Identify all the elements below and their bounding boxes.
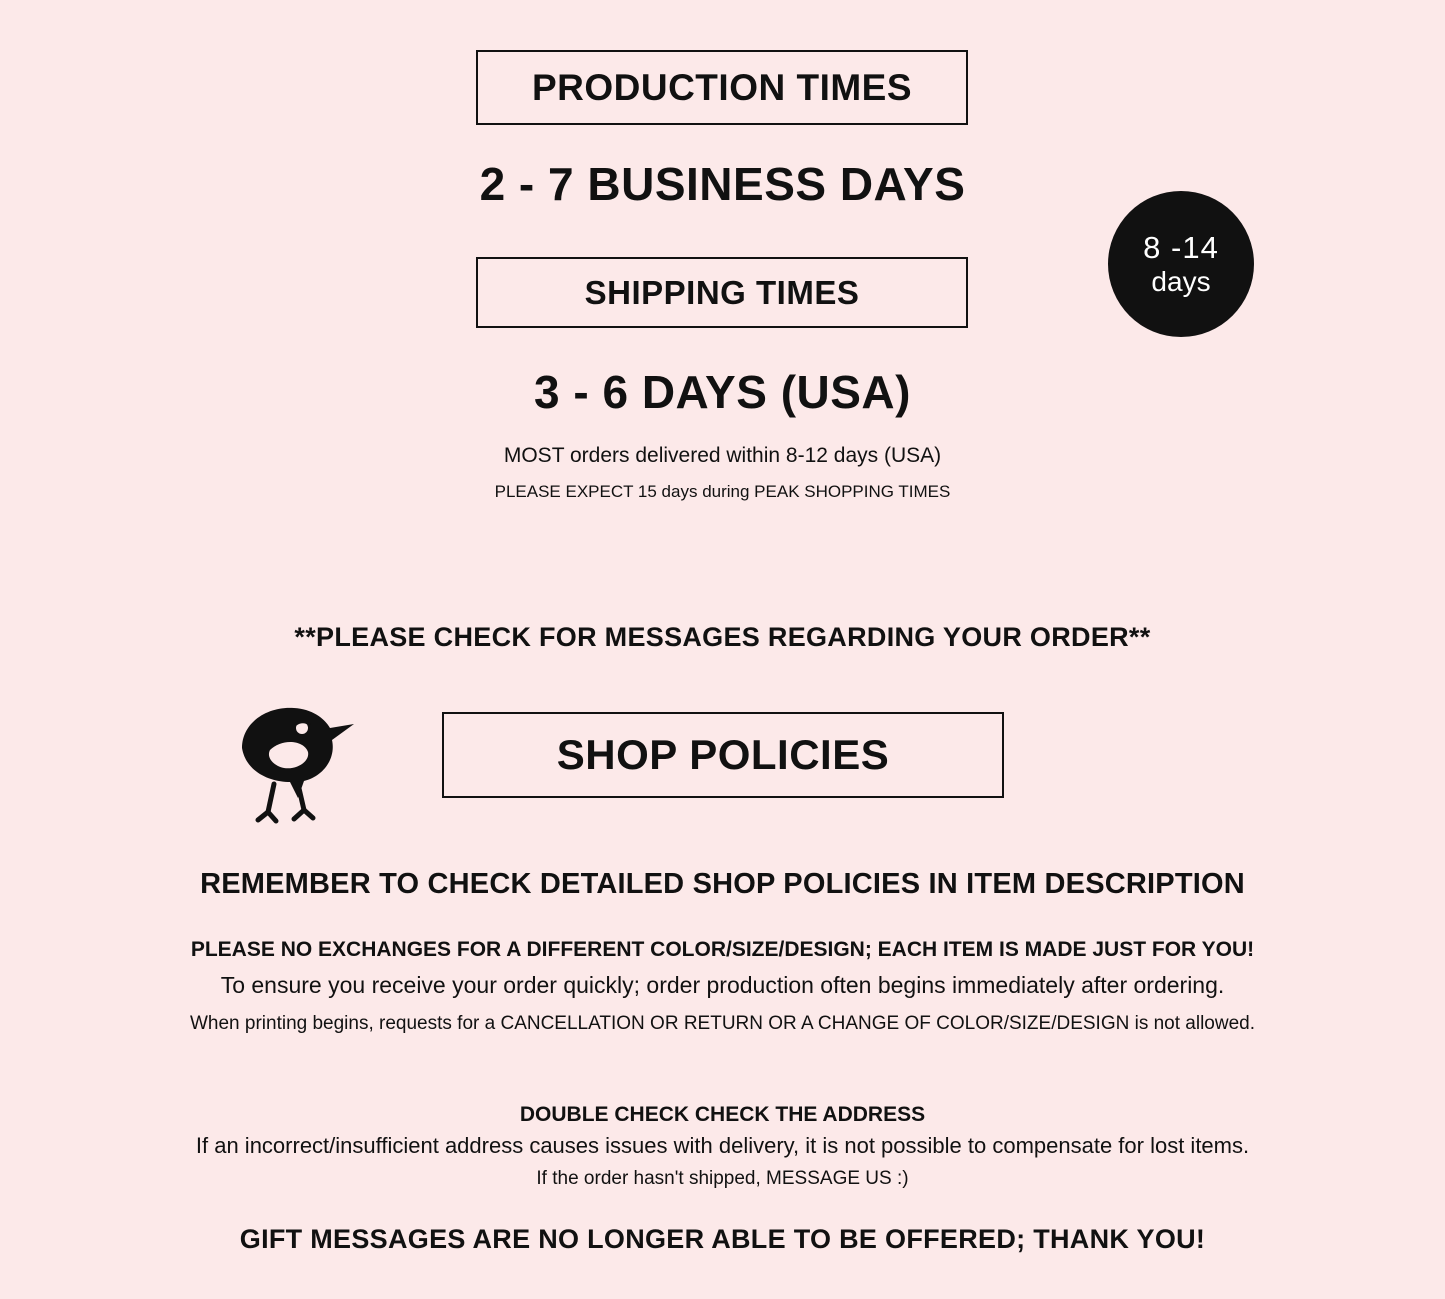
badge-unit: days: [1151, 265, 1211, 297]
delivery-estimate-badge: [1108, 191, 1254, 337]
bird-icon: [212, 680, 362, 830]
double-check-address-heading: DOUBLE CHECK CHECK THE ADDRESS: [519, 1103, 926, 1126]
production-duration-text: 2 - 7 BUSINESS DAYS: [479, 158, 966, 210]
shop-policies-heading: SHOP POLICIES: [442, 712, 1004, 798]
gift-messages-notice: GIFT MESSAGES ARE NO LONGER ABLE TO BE OFFERED; THANK YOU!: [239, 1224, 1206, 1254]
message-us-text: If the order hasn't shipped, MESSAGE US :): [536, 1168, 909, 1189]
most-orders-note: MOST orders delivered within 8-12 days (USA): [503, 444, 942, 467]
peak-shopping-note: PLEASE EXPECT 15 days during PEAK SHOPPING TIMES: [494, 482, 951, 501]
badge-range: 8 -14: [1143, 229, 1219, 265]
remember-policies-text: REMEMBER TO CHECK DETAILED SHOP POLICIES IN ITEM DESCRIPTION: [200, 868, 1245, 900]
check-messages-callout: **PLEASE CHECK FOR MESSAGES REGARDING YOUR ORDER**: [294, 622, 1151, 652]
cancellation-policy-text: When printing begins, requests for a CANCELLATION OR RETURN OR A CHANGE OF COLOR/SIZE/DESIGN is not allowed.: [189, 1013, 1256, 1034]
incorrect-address-warning: If an incorrect/insufficient address causes issues with delivery, it is not possible to compensate for lost items.: [195, 1133, 1250, 1158]
production-times-heading: PRODUCTION TIMES: [476, 50, 968, 125]
order-production-text: To ensure you receive your order quickly; order production often begins immediately after ordering.: [220, 972, 1225, 998]
shipping-times-heading: SHIPPING TIMES: [476, 257, 968, 328]
shipping-duration-text: 3 - 6 DAYS (USA): [534, 366, 911, 418]
no-exchanges-text: PLEASE NO EXCHANGES FOR A DIFFERENT COLOR/SIZE/DESIGN; EACH ITEM IS MADE JUST FOR YOU!: [190, 938, 1255, 961]
